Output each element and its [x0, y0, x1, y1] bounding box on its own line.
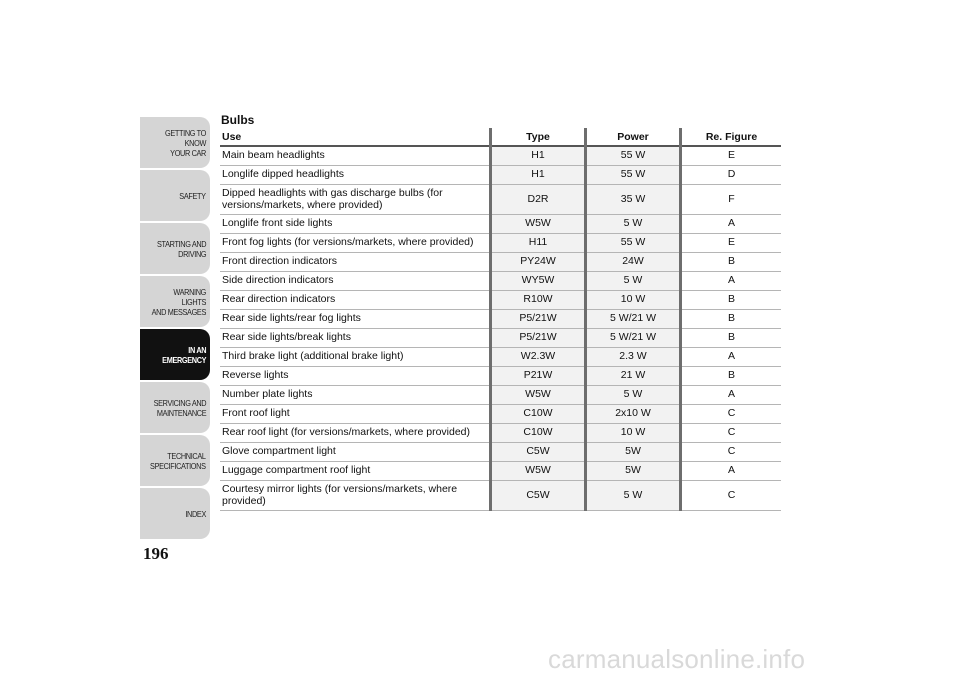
cell-use: Side direction indicators — [220, 272, 491, 291]
cell-figure: E — [681, 146, 782, 166]
cell-power: 2.3 W — [586, 348, 681, 367]
chapter-tab[interactable] — [140, 435, 210, 486]
chapter-tab[interactable] — [140, 223, 210, 274]
cell-use: Glove compartment light — [220, 443, 491, 462]
cell-power: 55 W — [586, 234, 681, 253]
cell-use: Longlife front side lights — [220, 215, 491, 234]
cell-figure: A — [681, 386, 782, 405]
cell-power: 2x10 W — [586, 405, 681, 424]
cell-figure: C — [681, 424, 782, 443]
chapter-tab-label: TECHNICAL SPECIFICATIONS — [150, 450, 206, 471]
cell-type: PY24W — [491, 253, 586, 272]
table-row — [220, 310, 781, 329]
cell-figure: B — [681, 310, 782, 329]
table-row — [220, 348, 781, 367]
cell-figure: B — [681, 253, 782, 272]
cell-figure: C — [681, 405, 782, 424]
cell-type: P5/21W — [491, 329, 586, 348]
cell-power: 5W — [586, 443, 681, 462]
chapter-tabs — [140, 117, 210, 541]
cell-figure: F — [681, 185, 782, 215]
cell-use: Luggage compartment roof light — [220, 462, 491, 481]
cell-type: WY5W — [491, 272, 586, 291]
cell-power: 5 W — [586, 215, 681, 234]
cell-type: W2.3W — [491, 348, 586, 367]
chapter-tab-label: WARNING LIGHTS AND MESSAGES — [151, 286, 206, 317]
table-row — [220, 462, 781, 481]
header-use: Use — [220, 128, 491, 146]
chapter-tab[interactable] — [140, 329, 210, 380]
cell-type: W5W — [491, 386, 586, 405]
cell-power: 24W — [586, 253, 681, 272]
section-title: Bulbs — [221, 113, 255, 127]
cell-type: W5W — [491, 462, 586, 481]
table-row — [220, 272, 781, 291]
table-row — [220, 166, 781, 185]
cell-power: 21 W — [586, 367, 681, 386]
cell-power: 5 W — [586, 386, 681, 405]
cell-type: D2R — [491, 185, 586, 215]
watermark: carmanualsonline.info — [548, 644, 806, 674]
cell-figure: C — [681, 443, 782, 462]
chapter-tab[interactable] — [140, 488, 210, 539]
header-figure: Re. Figure — [681, 128, 782, 146]
bulbs-table — [220, 128, 781, 511]
cell-type: H11 — [491, 234, 586, 253]
cell-use: Rear direction indicators — [220, 291, 491, 310]
chapter-tab-label: STARTING AND DRIVING — [156, 238, 206, 259]
cell-figure: D — [681, 166, 782, 185]
table-row — [220, 234, 781, 253]
cell-use: Longlife dipped headlights — [220, 166, 491, 185]
cell-power: 5 W — [586, 481, 681, 511]
cell-type: C5W — [491, 481, 586, 511]
table-row — [220, 291, 781, 310]
cell-figure: A — [681, 215, 782, 234]
cell-use: Reverse lights — [220, 367, 491, 386]
header-power: Power — [586, 128, 681, 146]
chapter-tab-label: GETTING TO KNOW YOUR CAR — [165, 127, 206, 158]
cell-figure: A — [681, 348, 782, 367]
table-row — [220, 146, 781, 166]
table-row — [220, 329, 781, 348]
cell-use: Rear roof light (for versions/markets, where provided) — [220, 424, 491, 443]
chapter-tab[interactable] — [140, 276, 210, 327]
cell-use: Front fog lights (for versions/markets, where provided) — [220, 234, 491, 253]
cell-power: 5 W/21 W — [586, 329, 681, 348]
cell-use: Number plate lights — [220, 386, 491, 405]
cell-power: 5W — [586, 462, 681, 481]
table-row — [220, 424, 781, 443]
cell-figure: E — [681, 234, 782, 253]
cell-figure: B — [681, 291, 782, 310]
cell-figure: B — [681, 329, 782, 348]
table-row — [220, 443, 781, 462]
cell-figure: A — [681, 462, 782, 481]
cell-use: Rear side lights/break lights — [220, 329, 491, 348]
cell-power: 35 W — [586, 185, 681, 215]
chapter-tab-label: SAFETY — [179, 190, 206, 201]
table-row — [220, 386, 781, 405]
cell-use: Front direction indicators — [220, 253, 491, 272]
cell-type: C10W — [491, 424, 586, 443]
table-row — [220, 185, 781, 215]
cell-figure: A — [681, 272, 782, 291]
cell-type: C10W — [491, 405, 586, 424]
cell-power: 10 W — [586, 424, 681, 443]
header-type: Type — [491, 128, 586, 146]
cell-use: Courtesy mirror lights (for versions/markets, where provided) — [220, 481, 491, 511]
cell-type: R10W — [491, 291, 586, 310]
cell-use: Main beam headlights — [220, 146, 491, 166]
cell-figure: C — [681, 481, 782, 511]
cell-power: 5 W — [586, 272, 681, 291]
chapter-tab[interactable] — [140, 382, 210, 433]
table-row — [220, 481, 781, 511]
cell-type: P5/21W — [491, 310, 586, 329]
cell-use: Dipped headlights with gas discharge bulbs (for versions/markets, where provided) — [220, 185, 491, 215]
table-header-row — [220, 128, 781, 146]
cell-power: 55 W — [586, 146, 681, 166]
cell-use: Rear side lights/rear fog lights — [220, 310, 491, 329]
cell-power: 55 W — [586, 166, 681, 185]
table-row — [220, 253, 781, 272]
table-row — [220, 405, 781, 424]
table-row — [220, 367, 781, 386]
cell-type: H1 — [491, 146, 586, 166]
chapter-tab-label: IN AN EMERGENCY — [161, 344, 206, 365]
cell-use: Third brake light (additional brake light) — [220, 348, 491, 367]
cell-power: 5 W/21 W — [586, 310, 681, 329]
chapter-tab-label: INDEX — [185, 508, 206, 519]
cell-power: 10 W — [586, 291, 681, 310]
cell-type: P21W — [491, 367, 586, 386]
chapter-tab[interactable] — [140, 117, 210, 168]
cell-figure: B — [681, 367, 782, 386]
page-number: 196 — [143, 544, 169, 563]
cell-type: W5W — [491, 215, 586, 234]
cell-use: Front roof light — [220, 405, 491, 424]
cell-type: H1 — [491, 166, 586, 185]
chapter-tab-label: SERVICING AND MAINTENANCE — [153, 397, 206, 418]
table-row — [220, 215, 781, 234]
cell-type: C5W — [491, 443, 586, 462]
chapter-tab[interactable] — [140, 170, 210, 221]
